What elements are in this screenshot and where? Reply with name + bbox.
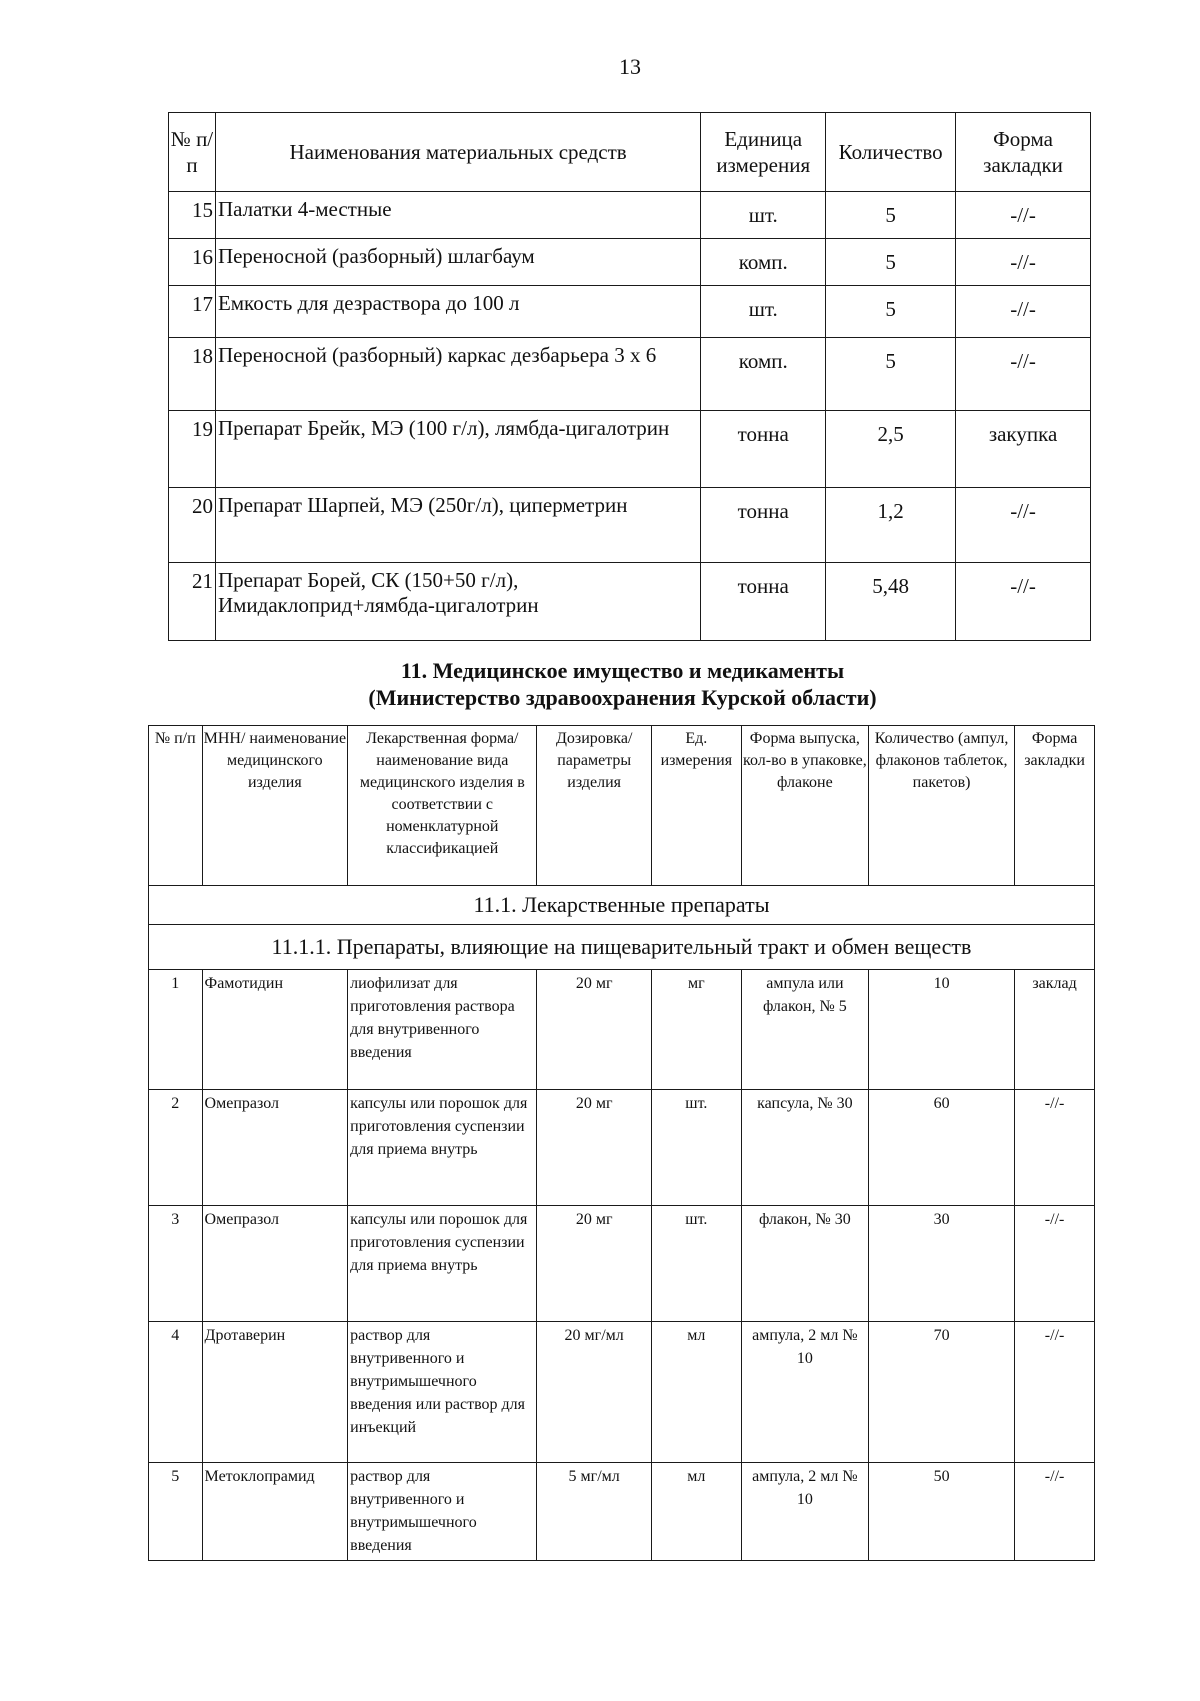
header-qty: Количество (ампул, флаконов таблеток, пакетов)	[868, 726, 1014, 886]
row-form: -//-	[956, 192, 1091, 239]
row-num: 15	[169, 192, 216, 239]
table-row	[169, 488, 1091, 563]
section-title	[150, 657, 1095, 711]
row-unit: комп.	[701, 338, 826, 411]
page-number: 13	[619, 54, 641, 79]
row-form: лиофилизат для приготовления раствора для внутривенного введения	[348, 970, 537, 1090]
row-form: капсулы или порошок для приготовления суспензии для приема внутрь	[348, 1206, 537, 1322]
row-dose: 20 мг	[537, 1206, 652, 1322]
row-qty: 50	[868, 1463, 1014, 1561]
row-qty: 5	[826, 192, 956, 239]
table-row	[169, 192, 1091, 239]
header-name: Наименования материальных средств	[215, 113, 700, 192]
subsubsection-heading: 11.1.1. Препараты, влияющие на пищеварительный тракт и обмен веществ	[149, 925, 1095, 970]
row-num: 1	[149, 970, 203, 1090]
row-qty: 1,2	[826, 488, 956, 563]
row-qty: 5	[826, 286, 956, 338]
row-pack: ампула, 2 мл № 10	[741, 1322, 868, 1463]
row-form: раствор для внутривенного и внутримышечного введения или раствор для инъекций	[348, 1322, 537, 1463]
row-unit: шт.	[651, 1206, 741, 1322]
header-form: Лекарственная форма/ наименование вида медицинского изделия в соответствии с номенклатурной классификацией	[348, 726, 537, 886]
header-form: Форма закладки	[956, 113, 1091, 192]
row-num: 2	[149, 1090, 203, 1206]
materials-table	[168, 112, 1091, 641]
row-unit: комп.	[701, 239, 826, 286]
row-qty: 5,48	[826, 563, 956, 641]
row-reserve: -//-	[1015, 1322, 1095, 1463]
row-num: 4	[149, 1322, 203, 1463]
table-row	[169, 563, 1091, 641]
row-reserve: -//-	[1015, 1090, 1095, 1206]
section-title-line1: 11. Медицинское имущество и медикаменты	[400, 658, 845, 683]
row-form: закупка	[956, 411, 1091, 488]
header-unit: Единица измерения	[701, 113, 826, 192]
row-name: Переносной (разборный) каркас дезбарьера 3 х 6	[215, 338, 700, 411]
row-unit: шт.	[701, 286, 826, 338]
row-form: раствор для внутривенного и внутримышечного введения	[348, 1463, 537, 1561]
row-dose: 20 мг/мл	[537, 1322, 652, 1463]
row-num: 21	[169, 563, 216, 641]
table-row	[149, 1090, 1095, 1206]
table-row	[169, 338, 1091, 411]
row-num: 3	[149, 1206, 203, 1322]
header-pack: Форма выпуска, кол-во в упаковке, флаконе	[741, 726, 868, 886]
medicines-header-row	[149, 726, 1095, 886]
header-inn: МНН/ наименование медицинского изделия	[202, 726, 348, 886]
table-row	[149, 1463, 1095, 1561]
row-unit: мл	[651, 1463, 741, 1561]
row-pack: ампула, 2 мл № 10	[741, 1463, 868, 1561]
row-name: Препарат Шарпей, МЭ (250г/л), циперметрин	[215, 488, 700, 563]
header-reserve: Форма закладки	[1015, 726, 1095, 886]
row-reserve: -//-	[1015, 1206, 1095, 1322]
section-title-line2: (Министерство здравоохранения Курской области)	[368, 685, 877, 710]
header-num: № п/п	[149, 726, 203, 886]
row-qty: 70	[868, 1322, 1014, 1463]
row-qty: 60	[868, 1090, 1014, 1206]
row-inn: Метоклопрамид	[202, 1463, 348, 1561]
row-num: 17	[169, 286, 216, 338]
row-unit: тонна	[701, 563, 826, 641]
header-num: № п/п	[169, 113, 216, 192]
row-form: -//-	[956, 488, 1091, 563]
row-dose: 5 мг/мл	[537, 1463, 652, 1561]
header-unit: Ед. измерения	[651, 726, 741, 886]
table-row	[169, 411, 1091, 488]
row-unit: тонна	[701, 488, 826, 563]
table-row	[149, 1206, 1095, 1322]
row-unit: мл	[651, 1322, 741, 1463]
row-unit: шт.	[701, 192, 826, 239]
row-qty: 5	[826, 239, 956, 286]
table-row	[169, 239, 1091, 286]
row-pack: ампула или флакон, № 5	[741, 970, 868, 1090]
row-unit: мг	[651, 970, 741, 1090]
row-name: Палатки 4-местные	[215, 192, 700, 239]
row-form: -//-	[956, 239, 1091, 286]
row-unit: шт.	[651, 1090, 741, 1206]
row-num: 16	[169, 239, 216, 286]
subsection-heading: 11.1. Лекарственные препараты	[149, 886, 1095, 925]
row-qty: 5	[826, 338, 956, 411]
row-inn: Омепразол	[202, 1206, 348, 1322]
medicines-table	[148, 725, 1095, 1561]
row-inn: Дротаверин	[202, 1322, 348, 1463]
row-qty: 10	[868, 970, 1014, 1090]
table-row	[149, 1322, 1095, 1463]
row-num: 19	[169, 411, 216, 488]
row-reserve: -//-	[1015, 1463, 1095, 1561]
row-qty: 2,5	[826, 411, 956, 488]
row-form: капсулы или порошок для приготовления суспензии для приема внутрь	[348, 1090, 537, 1206]
row-form: -//-	[956, 338, 1091, 411]
row-dose: 20 мг	[537, 970, 652, 1090]
table-row	[169, 286, 1091, 338]
header-qty: Количество	[826, 113, 956, 192]
subsubsection-row	[149, 925, 1095, 970]
row-pack: флакон, № 30	[741, 1206, 868, 1322]
materials-header-row	[169, 113, 1091, 192]
row-qty: 30	[868, 1206, 1014, 1322]
row-name: Препарат Борей, СК (150+50 г/л), Имидаклоприд+лямбда-цигалотрин	[215, 563, 700, 641]
row-name: Емкость для дезраствора до 100 л	[215, 286, 700, 338]
row-pack: капсула, № 30	[741, 1090, 868, 1206]
row-inn: Омепразол	[202, 1090, 348, 1206]
row-num: 5	[149, 1463, 203, 1561]
row-unit: тонна	[701, 411, 826, 488]
row-num: 20	[169, 488, 216, 563]
subsection-row	[149, 886, 1095, 925]
header-dose: Дозировка/ параметры изделия	[537, 726, 652, 886]
row-name: Переносной (разборный) шлагбаум	[215, 239, 700, 286]
row-name: Препарат Брейк, МЭ (100 г/л), лямбда-цигалотрин	[215, 411, 700, 488]
row-num: 18	[169, 338, 216, 411]
row-form: -//-	[956, 563, 1091, 641]
row-reserve: заклад	[1015, 970, 1095, 1090]
row-inn: Фамотидин	[202, 970, 348, 1090]
row-form: -//-	[956, 286, 1091, 338]
table-row	[149, 970, 1095, 1090]
row-dose: 20 мг	[537, 1090, 652, 1206]
